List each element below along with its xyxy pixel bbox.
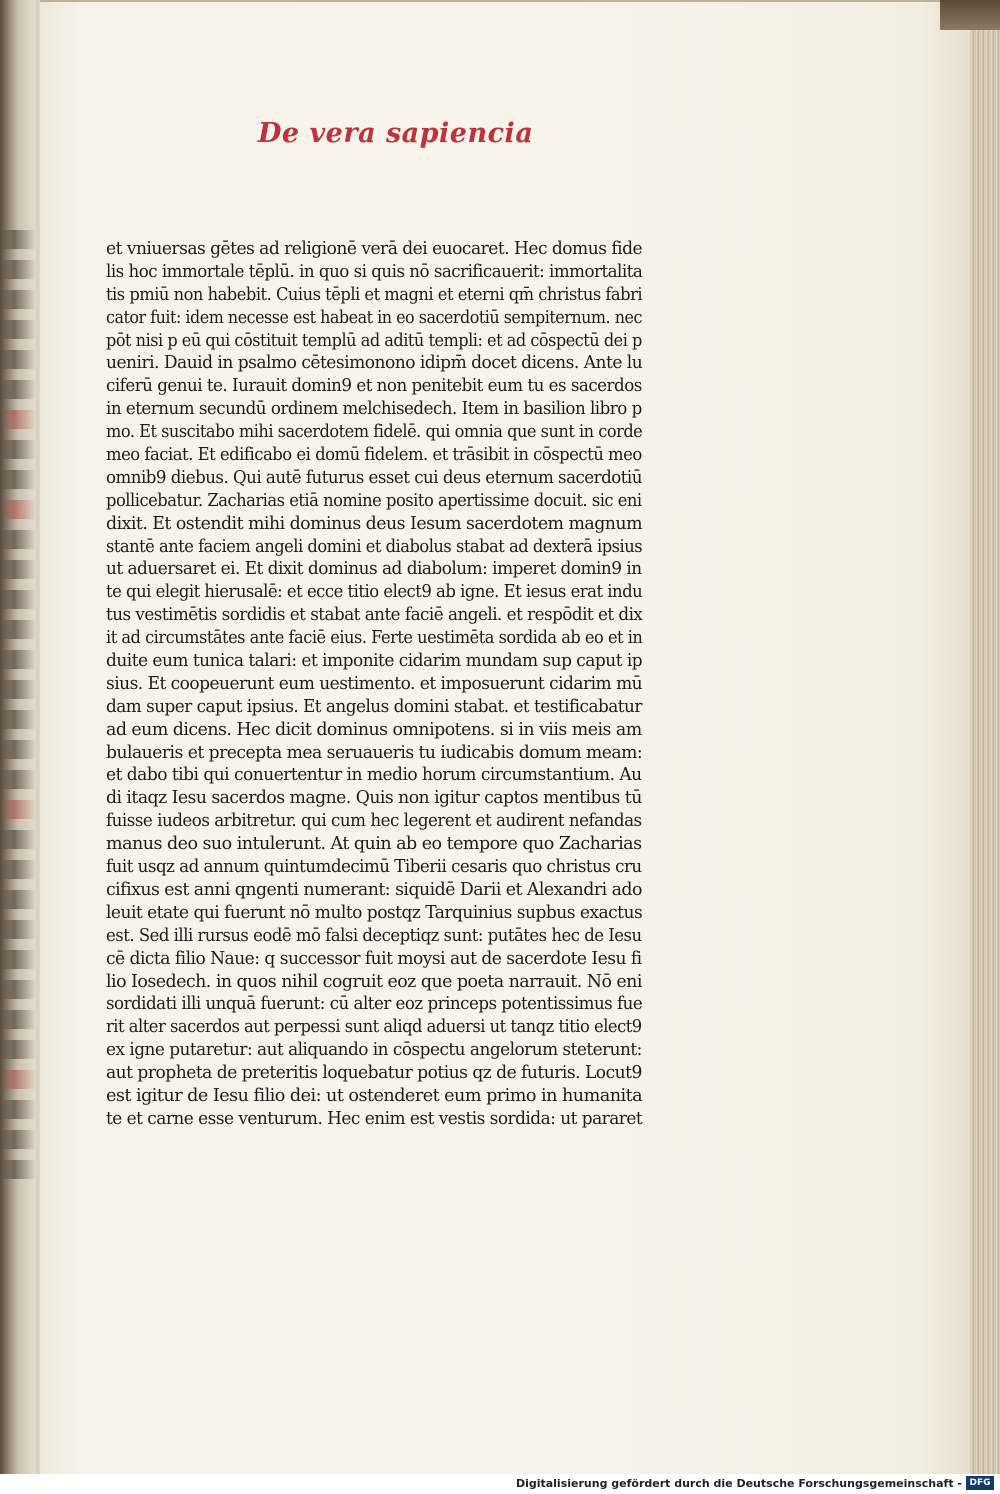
text-line: meo faciat. Et edificabo ei domū fidelem. et trāsibit in cōspectū meo [106, 444, 642, 466]
text-line: bulaueris et precepta mea seruaueris tu iudicabis domum meam: [106, 741, 643, 763]
text-line: est. Sed illi rursus eodē mō falsi deceptiqz sunt: putātes hec de Iesu [106, 924, 642, 946]
right-page-stack-edge [970, 0, 1000, 1474]
text-line: ut aduersaret ei. Et dixit dominus ad diabolum: imperet domin9 in [106, 558, 642, 580]
text-line: pōt nisi p eū qui cōstituit templū ad aditū templi: et ad cōspectū dei p [106, 329, 642, 351]
text-line: sius. Et coopeuerunt eum uestimento. et imposuerunt cidarim mū [106, 672, 643, 694]
text-line: aut propheta de preteritis loquebatur potius qz de futuris. Locut9 [106, 1062, 642, 1084]
dfg-logo: DFG [966, 1476, 994, 1490]
text-line: dam super caput ipsius. Et angelus domini stabat. et testificabatur [106, 695, 642, 717]
text-line: ueniri. Dauid in psalmo cētesimonono idipm̄ docet dicens. Ante lu [106, 352, 643, 374]
rubric-heading: De vera sapiencia [258, 118, 534, 149]
text-line: ciferū genui te. Iurauit domin9 et non penitebit eum tu es sacerdos [106, 375, 642, 397]
text-line: ex igne putaretur: aut aliquando in cōspectu angelorum steterunt: [106, 1039, 642, 1061]
text-line: duite eum tunica talari: et imponite cidarim mundam sup caput ip [106, 650, 643, 672]
text-line: it ad circumstātes ante faciē eius. Ferte uestimēta sordida ab eo et in [106, 627, 643, 649]
text-line: leuit etate qui fuerunt nō multo postqz Tarquinius supbus exactus [106, 901, 643, 923]
text-line: cē dicta filio Naue: q successor fuit moysi aut de sacerdote Iesu fi [106, 947, 642, 969]
text-line: dixit. Et ostendit mihi dominus deus Iesum sacerdotem magnum [106, 512, 642, 534]
text-line: mo. Et suscitabo mihi sacerdotem fidelē. qui omnia que sunt in corde [106, 421, 643, 443]
binding-corner [940, 0, 1000, 30]
text-column [106, 238, 642, 1131]
funding-credit: Digitalisierung gefördert durch die Deutsche Forschungsgemeinschaft - [515, 1477, 962, 1490]
text-line: fuisse iudeos arbitretur. qui cum hec legerent et audirent nefandas [106, 810, 642, 832]
text-line: omnib9 diebus. Qui autē futurus esset cui deus eternum sacerdotiū [106, 466, 642, 488]
left-page-text-fragments [0, 230, 36, 1190]
text-line: et dabo tibi qui conuertentur in medio horum circumstantium. Au [106, 764, 642, 786]
text-line: sordidati illi unquā fuerunt: cū alter eoz princeps potentissimus fue [106, 993, 643, 1015]
text-line: et vniuersas gētes ad religionē verā dei euocaret. Hec domus fide [106, 238, 643, 259]
text-line: lio Iosedech. in quos nihil cogruit eoz que poeta narrauit. Nō eni [106, 970, 642, 992]
text-line: stantē ante faciem angeli domini et diabolus stabat ad dexterā ipsius [106, 535, 643, 557]
text-line: cifixus est anni qngenti numerant: siquidē Darii et Alexandri ado [106, 878, 642, 900]
text-line: pollicebatur. Zacharias etiā nomine posito apertissime docuit. sic eni [106, 489, 642, 511]
digitization-footer [0, 1474, 1000, 1494]
text-line: lis hoc immortale tēplū. in quo si quis nō sacrificauerit: immortalita [106, 260, 643, 282]
text-line: tis pmiū non habebit. Cuius tēpli et magni et eterni qm̄ christus fabri [106, 283, 643, 305]
text-line: cator fuit: idem necesse est habeat in eo sacerdotiū sempiternum. nec [106, 306, 642, 328]
text-line: rit alter sacerdos aut perpessi sunt aliqd aduersi ut tanqz titio elect9 [106, 1016, 642, 1038]
text-line: in eternum secundū ordinem melchisedech. Item in basilion libro p [106, 398, 642, 420]
text-line: manus deo suo intulerunt. At quin ab eo tempore quo Zacharias [106, 833, 642, 855]
text-line: ad eum dicens. Hec dicit dominus omnipotens. si in viis meis am [106, 718, 642, 740]
text-line: te et carne esse venturum. Hec enim est vestis sordida: ut pararet [106, 1107, 643, 1129]
text-line: te qui elegit hierusalē: et ecce titio elect9 ab igne. Et iesus erat indu [106, 581, 643, 603]
text-line: fuit usqz ad annum quintumdecimū Tiberii cesaris quo christus cru [106, 856, 642, 878]
text-line: di itaqz Iesu sacerdos magne. Quis non igitur captos mentibus tū [106, 787, 642, 809]
text-line: tus vestimētis sordidis et stabat ante faciē angeli. et respōdit et dix [106, 604, 643, 626]
text-line: est igitur de Iesu filio dei: ut ostenderet eum primo in humanita [106, 1084, 643, 1106]
